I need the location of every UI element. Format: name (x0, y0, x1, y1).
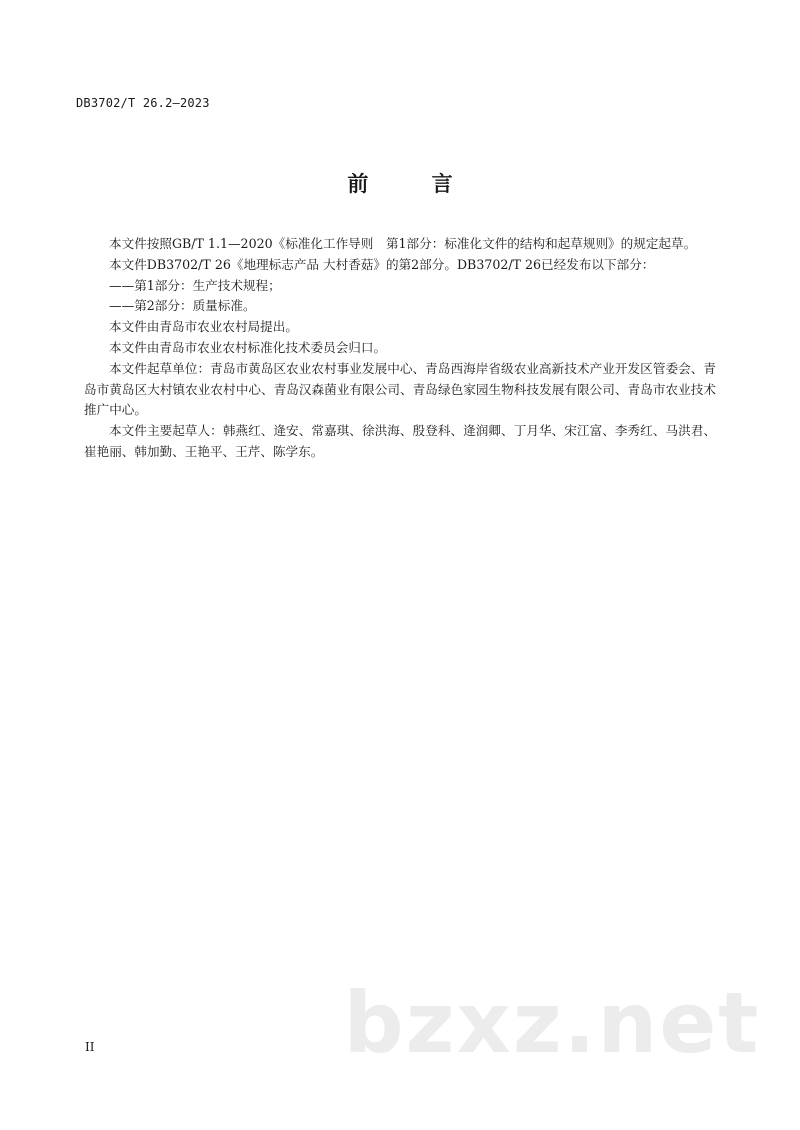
paragraph-parts-intro: 本文件DB3702/T 26《地理标志产品 大村香菇》的第2部分。DB3702/T 26已经发布以下部分： (109, 256, 655, 272)
page-title: 前 言 (347, 172, 481, 196)
paragraph-committee: 本文件由青岛市农业农村标准化技术委员会归口。 (109, 339, 387, 355)
paragraph-drafting-rules: 本文件按照GB/T 1.1—2020《标准化工作导则 第1部分：标准化文件的结构和起草规则》的规定起草。 (109, 236, 697, 251)
paragraph-proposer: 本文件由青岛市农业农村局提出。 (109, 319, 298, 335)
page-number: II (85, 1040, 95, 1054)
document-code: DB3702/T 26.2—2023 (76, 96, 210, 110)
list-item-part-2: ——第2部分：质量标准。 (109, 298, 256, 314)
list-item-part-1: ——第1部分：生产技术规程； (109, 277, 281, 293)
paragraph-drafters: 本文件主要起草人：韩燕红、逄安、常嘉琪、徐洪海、殷登科、逄润卿、丁月华、宋江富、李秀红、马洪君、崔艳丽、韩加勤、王艳平、王芹、陈学东。 (84, 423, 716, 459)
preface-body (84, 234, 716, 463)
paragraph-drafting-units: 本文件起草单位：青岛市黄岛区农业农村事业发展中心、青岛西海岸省级农业高新技术产业开发区管委会、青岛市黄岛区大村镇农业农村中心、青岛汉森菌业有限公司、青岛绿色家园生物科技发展有限公司、青岛市农业技术推广中心。 (84, 360, 716, 418)
watermark-logo (343, 974, 761, 1072)
watermark-text: bzxz.net (343, 974, 761, 1072)
